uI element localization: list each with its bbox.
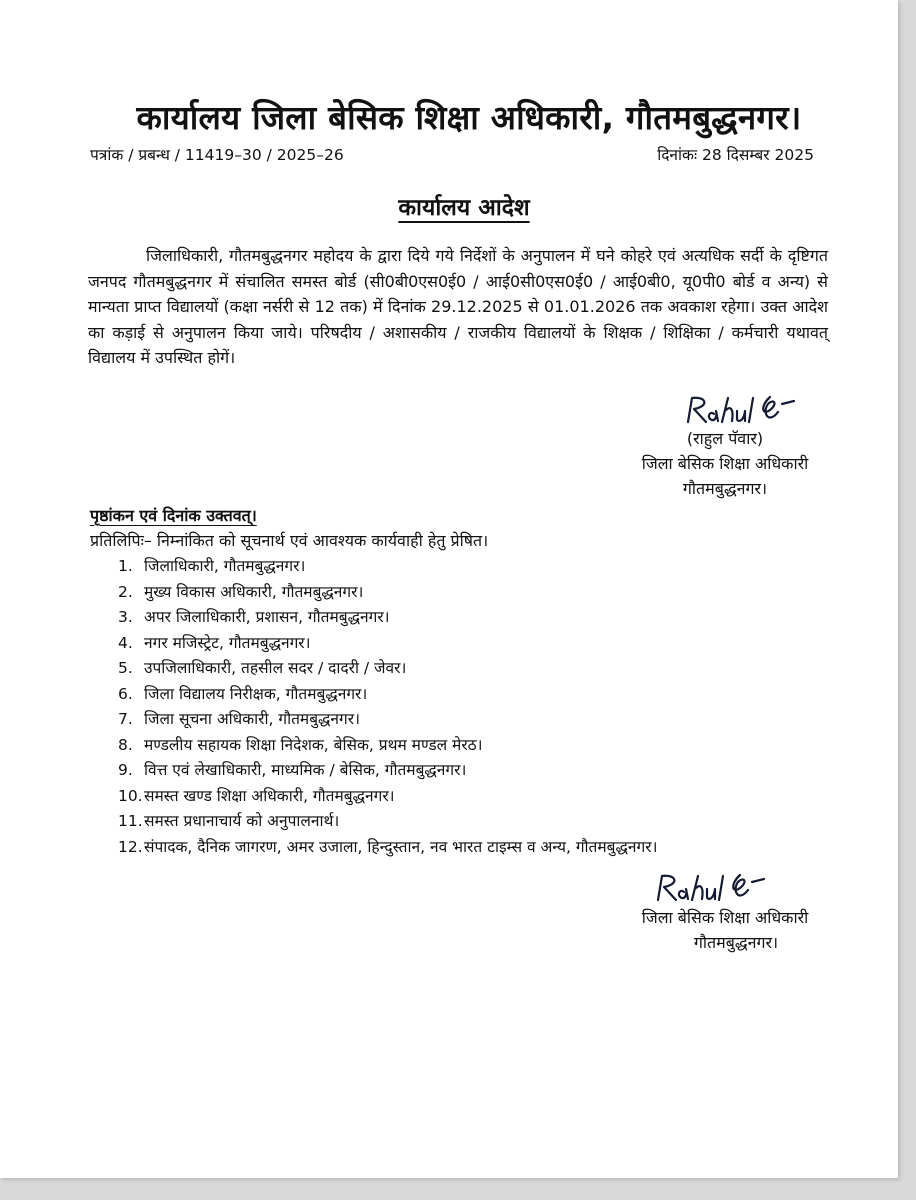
list-item: 3. अपर जिलाधिकारी, प्रशासन, गौतमबुद्धनगर। <box>118 608 390 626</box>
letter-date: दिनांकः 28 दिसम्बर 2025 <box>657 146 814 164</box>
list-item: 1. जिलाधिकारी, गौतमबुद्धनगर। <box>118 557 306 575</box>
list-item: 9. वित्त एवं लेखाधिकारी, माध्यमिक / बेसिक, गौतमबुद्धनगर। <box>118 761 467 779</box>
list-item: 5. उपजिलाधिकारी, तहसील सदर / दादरी / जेवर। <box>118 659 407 677</box>
list-item: 11.समस्त प्रधानाचार्य को अनुपालनार्थ। <box>118 812 340 830</box>
signature-block-1 <box>620 426 830 501</box>
order-title-text: कार्यालय आदेश <box>398 195 530 221</box>
signature-block-2 <box>616 905 834 955</box>
recipient-list <box>118 554 657 860</box>
order-body: जिलाधिकारी, गौतमबुद्धनगर महोदय के द्वारा दिये गये निर्देशों के अनुपालन में घने कोहरे एवं अत्यधिक सर्दी के दृष्टिगत जनपद गौतमबुद्धनगर में संचालित समस्त बोर्ड (सी0बी0एस0ई0 / आई0सी0एस0ई0 / आई0बी0, यू0पी0 बोर्ड व अन्य) से मान्यता प्राप्त विद्यालयों (कक्षा नर्सरी से 12 तक) में दिनांक 29.12.2025 से 01.01.2026 तक अवकाश रहेगा। उक्त आदेश का कड़ाई से अनुपालन किया जाये। परिषदीय / अशासकीय / राजकीय विद्यालयों के शिक्षक / शिक्षिका / कर्मचारी यथावत् विद्यालय में उपस्थित होगें। <box>88 246 828 367</box>
office-title: कार्यालय जिला बेसिक शिक्षा अधिकारी, गौतमबुद्धनगर। <box>136 98 802 137</box>
reference-number: पत्रांक / प्रबन्ध / 11419–30 / 2025–26 <box>90 146 344 164</box>
copy-to-intro: प्रतिलिपिः– निम्नांकित को सूचनार्थ एवं आवश्यक कार्यवाही हेतु प्रेषित। <box>90 531 489 550</box>
list-item: 7. जिला सूचना अधिकारी, गौतमबुद्धनगर। <box>118 710 360 728</box>
signatory-designation: जिला बेसिक शिक्षा अधिकारी <box>641 908 809 927</box>
list-item: 12.संपादक, दैनिक जागरण, अमर उजाला, हिन्दुस्तान, नव भारत टाइम्स व अन्य, गौतमबुद्धनगर। <box>118 837 658 856</box>
handwritten-signature <box>682 394 802 428</box>
signatory-place: गौतमबुद्धनगर। <box>693 933 779 952</box>
endorsement-title: पृष्ठांकन एवं दिनांक उक्तवत्। <box>90 506 257 525</box>
handwritten-signature <box>652 872 772 906</box>
signatory-designation: जिला बेसिक शिक्षा अधिकारी <box>641 454 809 473</box>
list-item: 8. मण्डलीय सहायक शिक्षा निदेशक, बेसिक, प्रथम मण्डल मेरठ। <box>118 735 483 754</box>
list-item: 4. नगर मजिस्ट्रेट, गौतमबुद्धनगर। <box>118 633 311 652</box>
list-item: 10.समस्त खण्ड शिक्षा अधिकारी, गौतमबुद्धनगर। <box>118 786 395 805</box>
signatory-place: गौतमबुद्धनगर। <box>682 479 768 498</box>
signatory-name: (राहुल पॅवार) <box>686 429 764 448</box>
list-item: 6. जिला विद्यालय निरीक्षक, गौतमबुद्धनगर। <box>118 684 368 703</box>
list-item: 2. मुख्य विकास अधिकारी, गौतमबुद्धनगर। <box>118 582 364 601</box>
order-title <box>0 190 898 222</box>
